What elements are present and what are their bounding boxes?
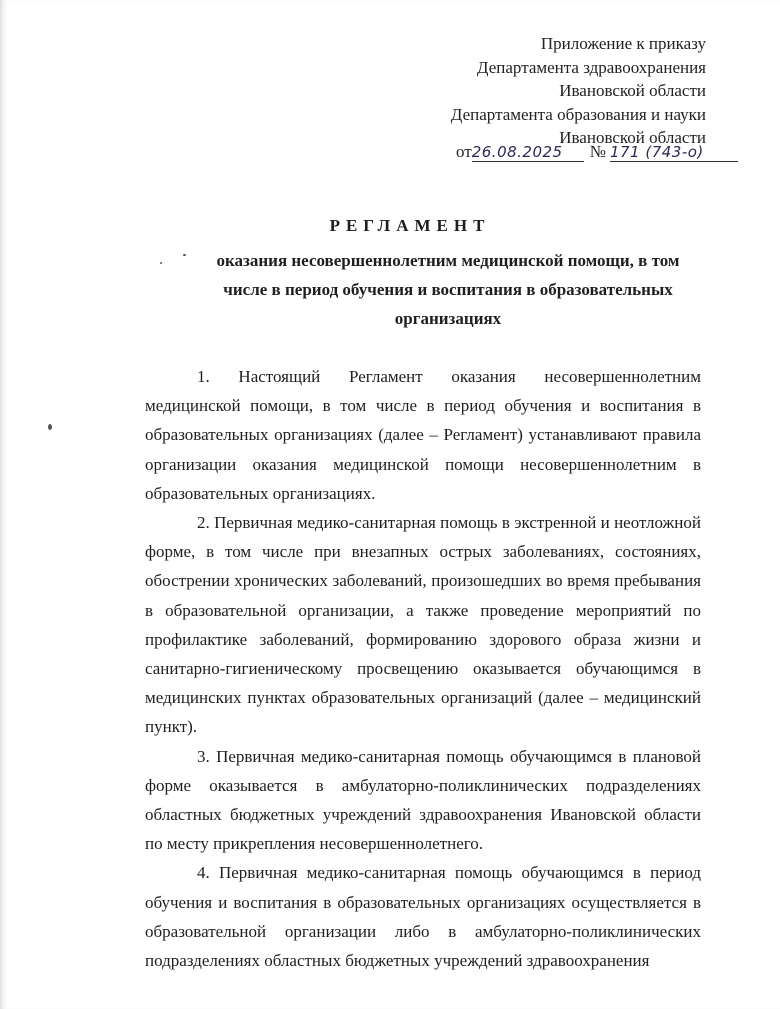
document-body [145,362,701,975]
appendix-line: Департамента образования и науки [450,104,706,124]
appendix-line: Департамента здравоохранения [476,57,706,77]
scan-speck [48,424,52,430]
appendix-header [451,32,706,150]
order-from-label: от [456,142,472,161]
order-reference [456,142,738,162]
document-title: РЕГЛАМЕНТ [329,216,491,235]
paragraph-2: 2. Первичная медико-санитарная помощь в экстренной и неотложной форме, в том числе при внезапных острых заболеваниях, состояниях, обострении хронических заболеваний, произошедших во время пребывания в образовательной организации, а также проведение мероприятий по профилактике заболеваний, формированию здорового образа жизни и санитарно-гигиеническому просвещению оказывается обучающимся в медицинских пунктах образовательных организаций (далее – медицинский пункт). [145,513,701,737]
scan-speck [160,262,162,264]
order-number: 171 (743-о) [610,143,738,162]
appendix-line: Ивановской области [559,128,706,147]
paragraph-4: 4. Первичная медико-санитарная помощь обучающимся в период обучения и воспитания в образовательных организациях осуществляется в образовательной организации либо в амбулаторно-поликлинических подразделениях областных бюджетных учреждений здравоохранения [145,863,701,971]
paragraph-1: 1. Настоящий Регламент оказания несовершеннолетним медицинской помощи, в том числе в период обучения и воспитания в образовательных организациях (далее – Регламент) устанавливают правила организации оказания медицинской помощи несовершеннолетним в образовательных организациях. [145,367,701,503]
appendix-line: Приложение к приказу [540,34,706,53]
paragraph-3: 3. Первичная медико-санитарная помощь обучающимся в плановой форме оказывается в амбулаторно-поликлинических подразделениях областных бюджетных учреждений здравоохранения Ивановской области по месту прикрепления несовершеннолетнего. [145,746,701,854]
appendix-line: Ивановской области [559,81,706,100]
order-number-label: № [589,142,606,161]
order-date: 26.08.2025 [472,143,584,162]
scan-speck [183,254,186,256]
document-subtitle: оказания несовершеннолетним медицинской помощи, в том числе в период обучения и воспитания в образовательных организациях [216,251,680,328]
